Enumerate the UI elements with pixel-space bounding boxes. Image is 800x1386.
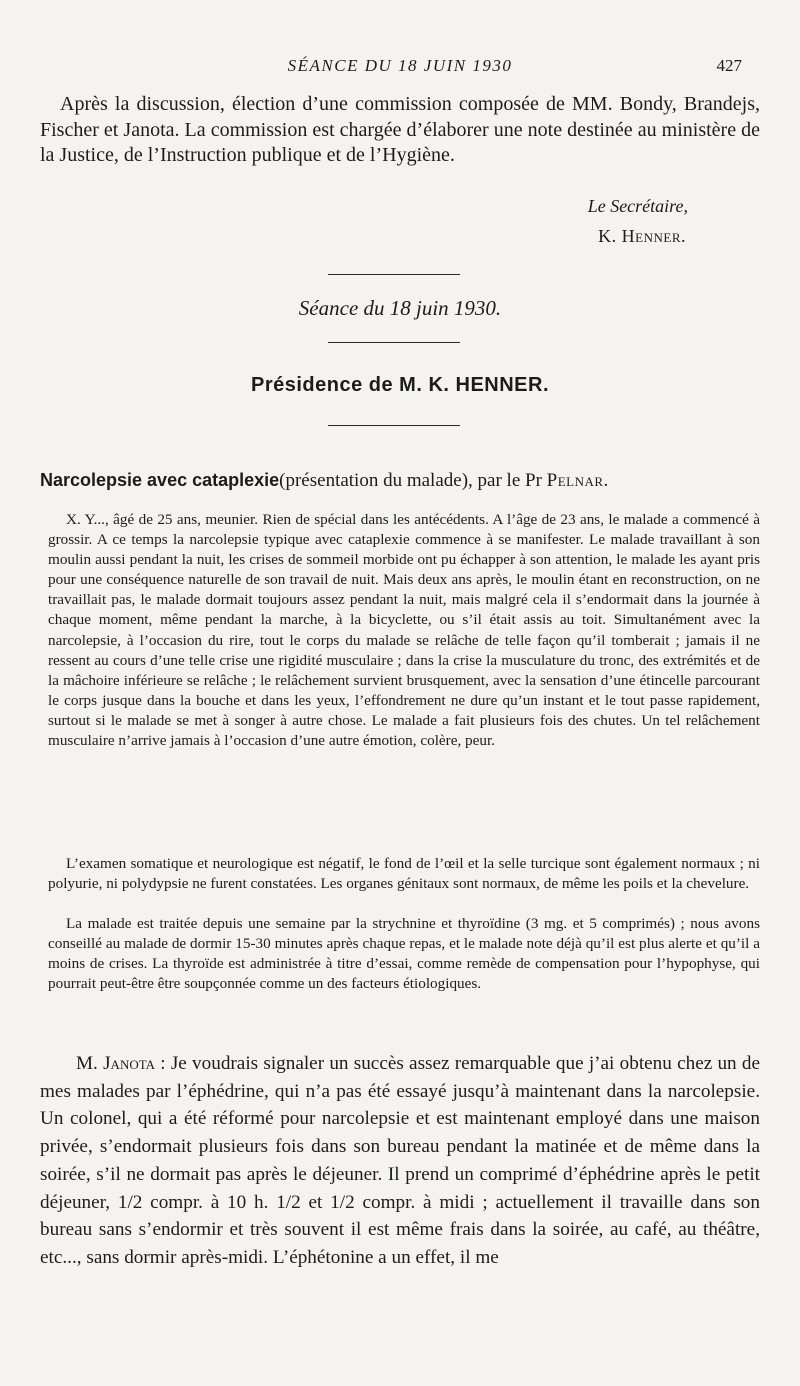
signature-role: Le Secrétaire, <box>587 196 688 216</box>
running-title: SÉANCE DU 18 JUIN 1930 <box>287 56 513 75</box>
intro-paragraph: Après la discussion, élection d’une commission composée de MM. Bondy, Brandejs, Fischer et Janota. La commission est chargée d’élaborer une note destinée au ministère de la Justice, de l’Instruction publique et de l’Hygiène. <box>40 93 760 166</box>
divider-rule <box>328 342 460 343</box>
signature-name: K. Henner. <box>598 226 686 246</box>
exam-paragraph: L’examen somatique et neurologique est négatif, le fond de l’œil et la selle turcique sont également normaux ; ni polyurie, ni polydypsie ne furent constatées. Les organes génitaux sont normaux, de même les poils et la chevelure. <box>48 855 760 893</box>
treatment-paragraph: La malade est traitée depuis une semaine par la strychnine et thyroïdine (3 mg. et 5 comprimés) ; nous avons conseillé au malade de dormir 15-30 minutes après chaque repas, et le malade note déjà qu’il est plus alerte et qu’il a moins de crises. La thyroïde est administrée à titre d’essai, comme remède de compensation pour l’hypophyse, qui pourrait peut-être être soupçonnée comme un des facteurs étiologiques. <box>48 915 760 993</box>
page-number: 427 <box>716 56 742 75</box>
article-subtitle: (présentation du malade), par le Pr <box>279 470 547 491</box>
article-author: Pelnar. <box>546 470 609 491</box>
discussion-text: : Je voudrais signaler un succès assez remarquable que j’ai obtenu chez un de mes malades par l’éphédrine, qui n’a pas été essayé jusqu’à maintenant dans la narcolepsie. Un colonel, qui a été réformé pour narcolepsie et est maintenant employé dans une maison privée, s’endormait plusieurs fois dans son bureau pendant la matinée et de même dans la soirée, s’il ne dormait pas après le déjeuner. Il prend un comprimé d’éphédrine après le petit déjeuner, 1/2 compr. à 10 h. 1/2 et 1/2 compr. à midi ; actuellement il travaille dans son bureau sans s’endormir et très souvent il est même frais dans la soirée, au café, au théâtre, etc..., sans dormir après-midi. L’éphétonine a un effet, il me <box>40 1053 760 1268</box>
running-header <box>40 56 760 84</box>
discussion-speaker: M. Janota <box>76 1053 156 1074</box>
discussion-paragraph <box>40 1050 760 1272</box>
divider-rule <box>328 425 460 426</box>
case-paragraph: X. Y..., âgé de 25 ans, meunier. Rien de spécial dans les antécédents. A l’âge de 23 ans, le malade a commencé à grossir. A ce temps la narcolepsie typique avec cataplexie commence à se manifester. Le malade travaillant à son moulin aussi pendant la nuit, les crises de sommeil morbide ont pu échapper à son attention, le malade les ayant pris pour une conséquence naturelle de son travail de nuit. Mais deux ans après, le moulin étant en reconstruction, on ne travaillait pas, le malade dormait toujours assez pendant la nuit, mais malgré cela il s’endormait dans la journée à chaque moment, même pendant la marche, à la bicyclette, ou s’il était assis au toit. Simultanément avec la narcolepsie, à l’occasion du rire, tout le corps du malade se relâche de telle façon qu’il tomberait ; jamais il ne ressent au cours d’une telle crise une rigidité musculaire ; dans la crise la musculature du tronc, des extrémités et de la mâchoire inférieure se relâche ; le relâchement survient brusquement, avec la sensation d’une étincelle parcourant le corps jusque dans la bouche et dans les yeux, l’effondrement ne dure qu’un instant et le tout passe rapidement, surtout si le malade se met à songer à autre chose. Le malade a fait plusieurs fois des chutes. Un tel relâchement musculaire n’arrive jamais à l’occasion d’une autre émotion, colère, peur. <box>48 511 760 750</box>
article-title: Narcolepsie avec cataplexie <box>40 470 280 490</box>
presidency-heading: Présidence de M. K. HENNER. <box>250 374 550 396</box>
article-heading <box>40 470 780 492</box>
divider-rule <box>328 274 460 275</box>
session-title: Séance du 18 juin 1930. <box>298 296 502 320</box>
